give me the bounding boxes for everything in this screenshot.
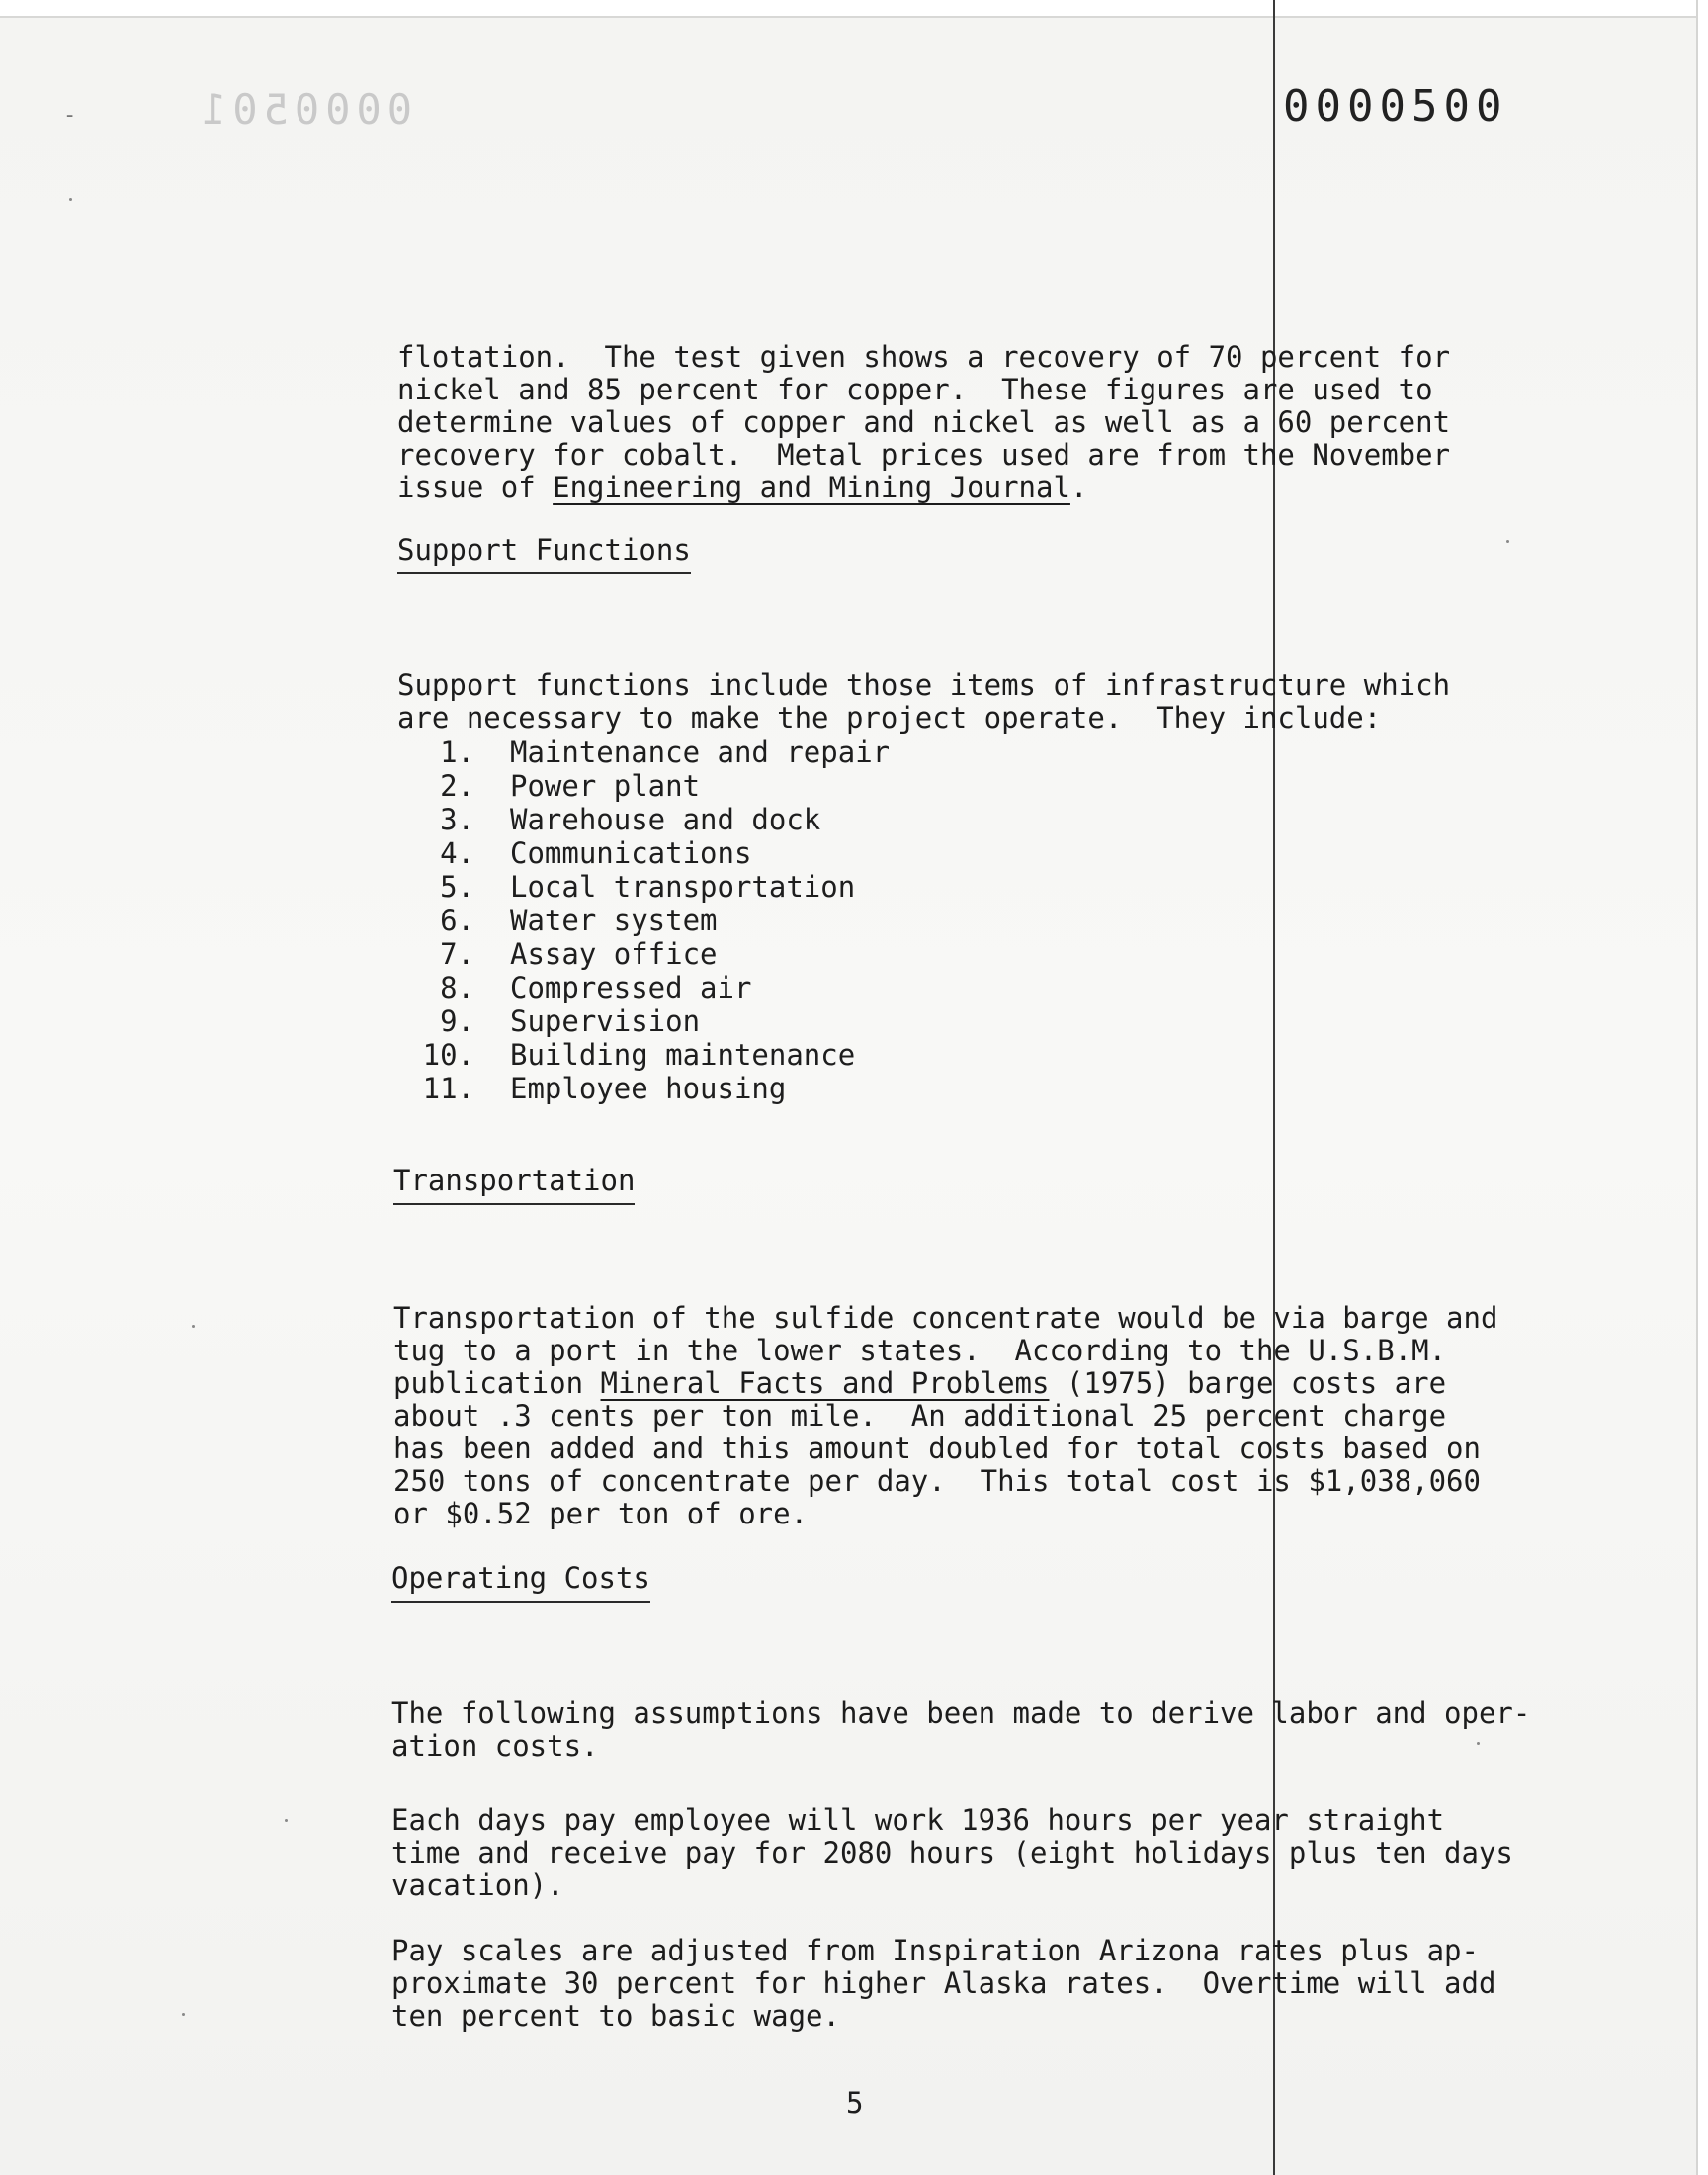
list-text: Maintenance and repair	[510, 736, 891, 769]
transport-line: or $0.52 per ton of ore.	[393, 1497, 809, 1530]
operating-line: vacation).	[391, 1869, 564, 1902]
list-number: 10.	[422, 1038, 474, 1072]
publication-title: Mineral Facts and Problems	[600, 1366, 1050, 1400]
operating-costs-heading: Operating Costs	[391, 1562, 650, 1603]
intro-line: nickel and 85 percent for copper. These figures are used to	[397, 373, 1433, 406]
list-text: Warehouse and dock	[510, 803, 821, 836]
list-item	[393, 1072, 890, 1105]
page-right-edge	[1696, 0, 1708, 2175]
operating-line: time and receive pay for 2080 hours (eight holidays plus ten days	[391, 1836, 1513, 1870]
list-text: Employee housing	[510, 1072, 787, 1105]
list-number: 9.	[440, 1004, 474, 1038]
support-line: Support functions include those items of infrastructure which	[397, 668, 1451, 702]
margin-dash-mark: -	[63, 103, 77, 128]
list-text: Communications	[510, 836, 752, 870]
transportation-paragraph	[393, 1269, 1497, 1563]
bleed-through-number: 0000501	[196, 85, 413, 133]
page-number: 5	[846, 2086, 864, 2120]
list-item	[393, 904, 890, 937]
journal-title: Engineering and Mining Journal	[553, 471, 1070, 504]
list-text: Local transportation	[510, 870, 856, 904]
document-number: 0000500	[1283, 81, 1508, 131]
list-item	[393, 803, 890, 836]
operating-line: The following assumptions have been made to derive labor and oper-	[391, 1696, 1531, 1730]
list-item	[393, 736, 890, 769]
intro-line: flotation. The test given shows a recovery of 70 percent for	[397, 340, 1451, 374]
list-text: Water system	[510, 904, 718, 937]
list-item	[393, 1038, 890, 1072]
intro-line: determine values of copper and nickel as well as a 60 percent	[397, 405, 1451, 439]
list-item	[393, 769, 890, 803]
scan-speck	[182, 2013, 185, 2016]
operating-line: ation costs.	[391, 1729, 599, 1763]
list-item	[393, 1004, 890, 1038]
scan-speck	[69, 198, 72, 201]
list-number: 7.	[440, 937, 474, 971]
intro-line-prefix: issue of	[397, 471, 554, 504]
page-top-edge	[0, 0, 1708, 18]
list-text: Assay office	[510, 937, 718, 971]
transport-line: about .3 cents per ton mile. An additional 25 percent charge	[393, 1399, 1447, 1433]
support-line: are necessary to make the project operate. They include:	[397, 701, 1382, 735]
list-text: Supervision	[510, 1004, 701, 1038]
transport-line-suffix: (1975) barge costs are	[1049, 1366, 1447, 1400]
operating-costs-paragraph-3	[391, 1902, 1495, 2065]
scan-speck	[1477, 1742, 1480, 1745]
support-functions-heading: Support Functions	[397, 534, 691, 574]
list-number: 4.	[440, 836, 474, 870]
scan-speck	[192, 1325, 195, 1328]
list-text: Compressed air	[510, 971, 752, 1004]
transport-line: tug to a port in the lower states. According to the U.S.B.M.	[393, 1334, 1447, 1367]
operating-line: ten percent to basic wage.	[391, 1999, 840, 2033]
list-number: 2.	[440, 769, 474, 803]
scan-speck	[1506, 540, 1509, 543]
list-number: 6.	[440, 904, 474, 937]
list-number: 11.	[422, 1072, 474, 1105]
list-item	[393, 870, 890, 904]
transportation-heading: Transportation	[393, 1165, 635, 1205]
transport-line: Transportation of the sulfide concentrate would be via barge and	[393, 1301, 1498, 1335]
transport-line: 250 tons of concentrate per day. This total cost is $1,038,060	[393, 1464, 1481, 1498]
list-item	[393, 836, 890, 870]
intro-line: recovery for cobalt. Metal prices used are from the November	[397, 438, 1451, 472]
intro-line-suffix: .	[1069, 471, 1088, 504]
list-number: 3.	[440, 803, 474, 836]
intro-paragraph	[397, 308, 1450, 537]
list-item	[393, 971, 890, 1004]
operating-line: proximate 30 percent for higher Alaska rates. Overtime will add	[391, 1966, 1496, 2000]
operating-line: Each days pay employee will work 1936 hours per year straight	[391, 1803, 1445, 1837]
list-text: Power plant	[510, 769, 701, 803]
list-item	[393, 937, 890, 971]
transport-line-prefix: publication	[393, 1366, 601, 1400]
support-functions-list	[393, 736, 890, 1105]
scan-speck	[285, 1819, 288, 1822]
transport-line: has been added and this amount doubled for total costs based on	[393, 1432, 1481, 1465]
list-number: 5.	[440, 870, 474, 904]
list-number: 1.	[440, 736, 474, 769]
list-number: 8.	[440, 971, 474, 1004]
operating-line: Pay scales are adjusted from Inspiration Arizona rates plus ap-	[391, 1934, 1479, 1967]
list-text: Building maintenance	[510, 1038, 856, 1072]
